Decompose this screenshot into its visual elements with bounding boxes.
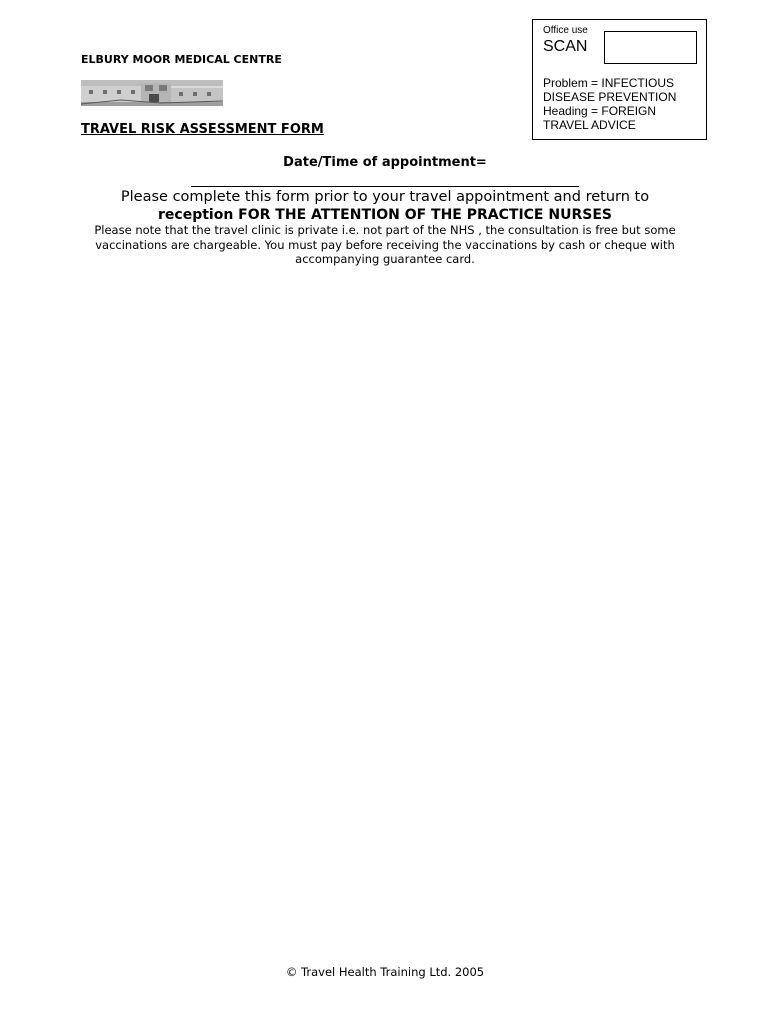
appointment-label: Date/Time of appointment= xyxy=(283,155,487,170)
scan-label: SCAN xyxy=(543,38,588,55)
appointment-input-line[interactable] xyxy=(191,186,579,187)
office-use-label: Office use xyxy=(543,25,588,36)
instruction-bold-line: reception FOR THE ATTENTION OF THE PRACTICE NURSES xyxy=(158,207,612,223)
instruction-line: Please complete this form prior to your travel appointment and return to xyxy=(120,189,650,205)
payment-note: Please note that the travel clinic is private i.e. not part of the NHS , the consultation is free but some vaccinations are chargeable. You must pay before receiving the vaccinations by cash or cheque with accompanying guarantee card. xyxy=(94,223,676,266)
form-title: TRAVEL RISK ASSESSMENT FORM xyxy=(81,122,324,137)
problem-heading-text: Problem = INFECTIOUS DISEASE PREVENTION Heading = FOREIGN TRAVEL ADVICE xyxy=(543,76,677,132)
copyright-footer: © Travel Health Training Ltd. 2005 xyxy=(285,965,485,979)
building-logo-image xyxy=(81,80,223,106)
office-use-box xyxy=(532,19,707,140)
centre-name: ELBURY MOOR MEDICAL CENTRE xyxy=(81,53,282,66)
scan-field[interactable] xyxy=(604,31,697,64)
